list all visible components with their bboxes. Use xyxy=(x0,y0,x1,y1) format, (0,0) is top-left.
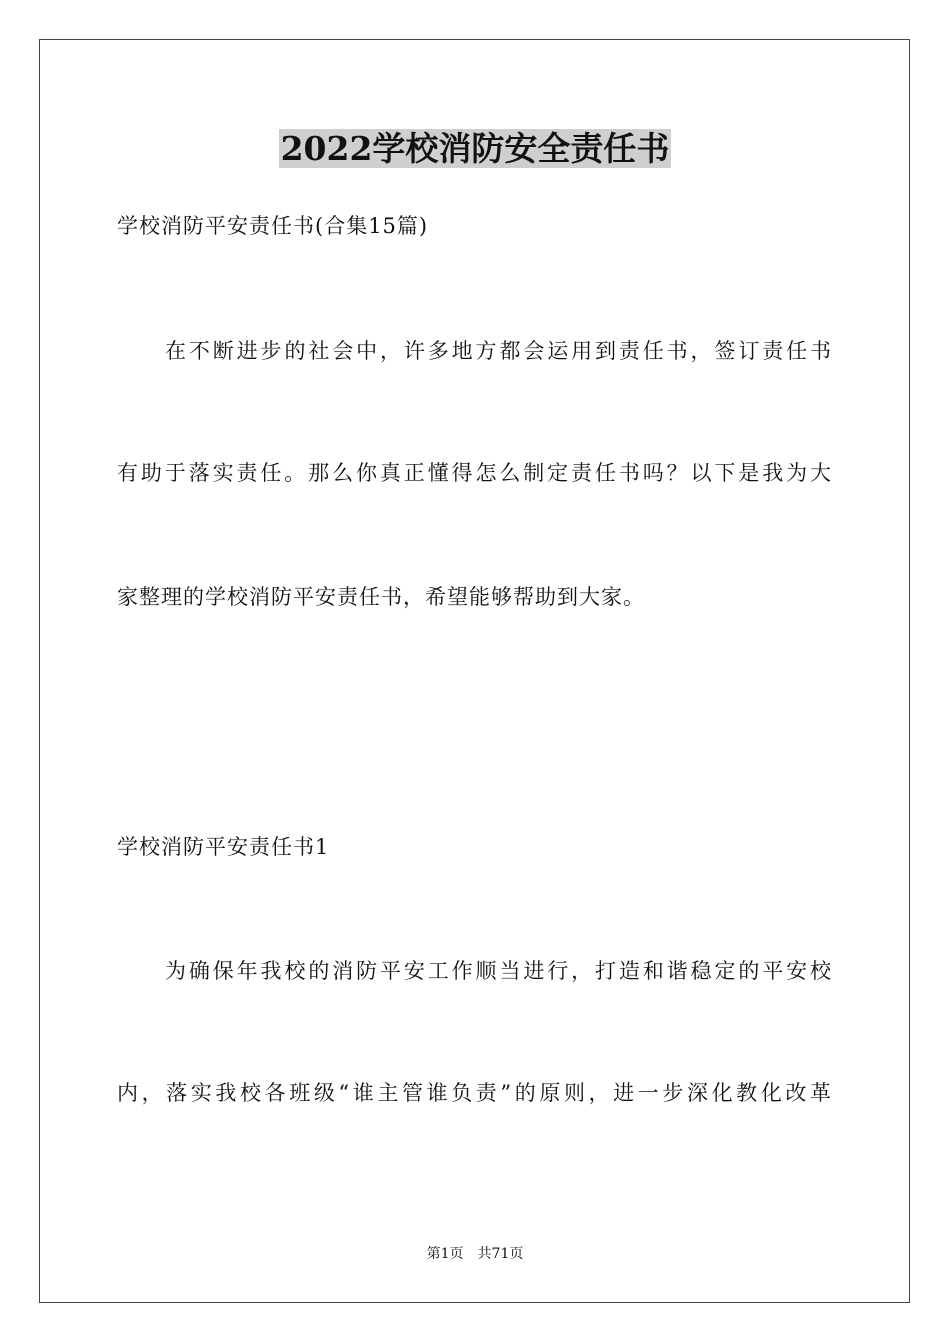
page-indicator: 第1页 共71页 xyxy=(426,1246,524,1262)
intro-paragraph-line-3: 家整理的学校消防平安责任书，希望能够帮助到大家。 xyxy=(117,585,645,609)
document-title xyxy=(0,126,950,172)
intro-paragraph-line-2: 有助于落实责任。那么你真正懂得怎么制定责任书吗？以下是我为大 xyxy=(117,461,831,485)
section-paragraph-line-1: 为确保年我校的消防平安工作顺当进行，打造和谐稳定的平安校 xyxy=(165,959,831,983)
document-title-text: 2022学校消防安全责任书 xyxy=(280,129,670,168)
document-subtitle: 学校消防平安责任书(合集15篇) xyxy=(117,214,429,238)
intro-paragraph-line-1: 在不断进步的社会中，许多地方都会运用到责任书，签订责任书 xyxy=(165,339,831,363)
section-paragraph-line-2: 内，落实我校各班级“谁主管谁负责”的原则，进一步深化教化改革 xyxy=(117,1081,831,1105)
section-heading: 学校消防平安责任书1 xyxy=(117,835,330,859)
